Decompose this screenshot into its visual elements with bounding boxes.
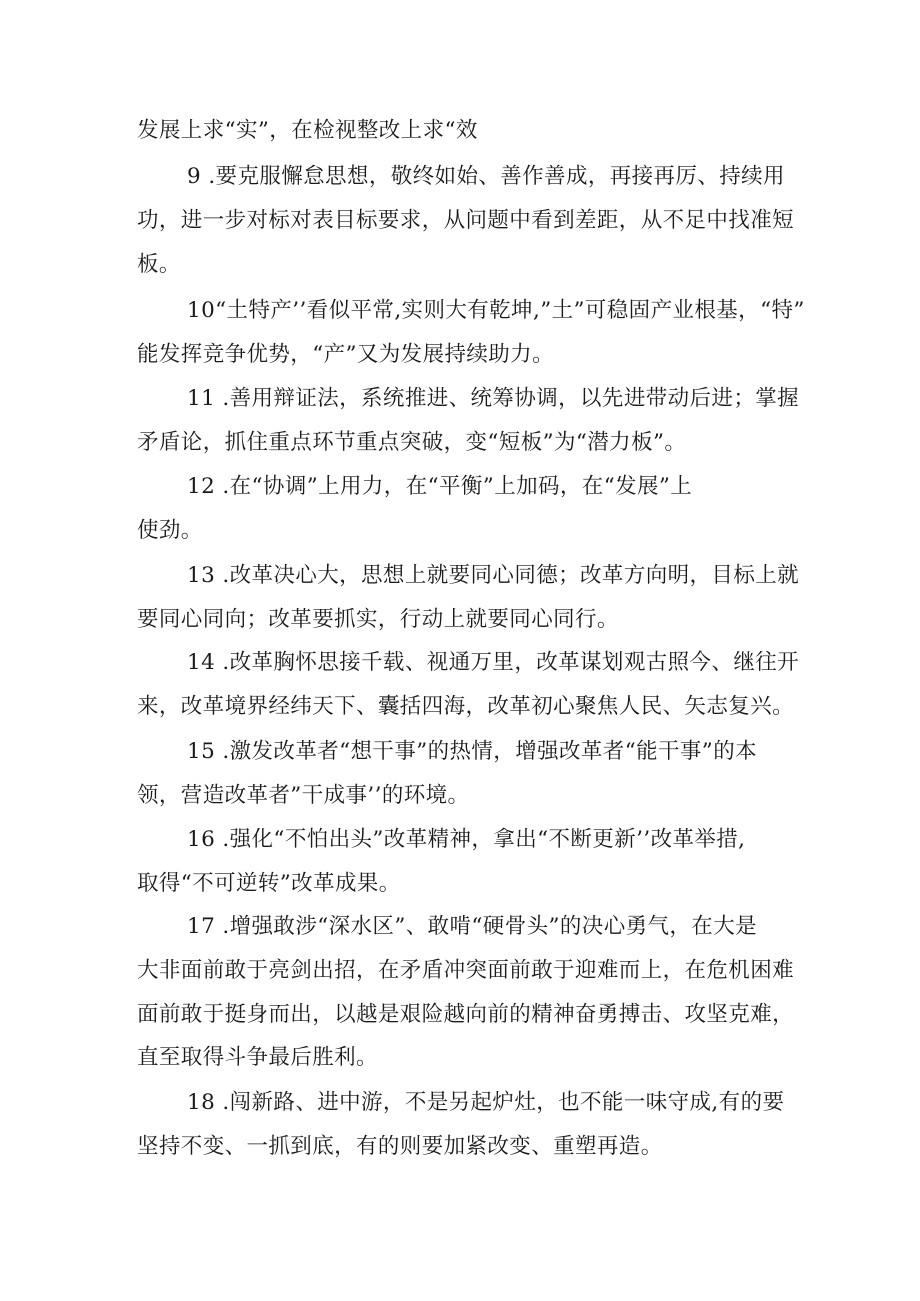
text-line: 功，进一步对标对表目标要求，从问题中看到差距，从不足中找准短	[137, 208, 795, 233]
text-line: 要同心同向；改革要抓实，行动上就要同心同行。	[137, 607, 619, 632]
text-line: 面前敢于挺身而出，以越是艰险越向前的精神奋勇搏击、攻坚克难，	[137, 1002, 795, 1027]
text-line: 坚持不变、一抓到底，有的则要加紧改变、重塑再造。	[137, 1134, 663, 1159]
text-line: 14 .改革胸怀思接千载、视通万里，改革谋划观古照今、继往开	[187, 650, 800, 675]
text-line: 18 .闯新路、进中游，不是另起炉灶，也不能一味守成,有的要	[187, 1090, 785, 1115]
text-line: 发展上求“实”，在检视整改上求“效	[137, 118, 478, 143]
text-line: 10“土特产’’看似平常,实则大有乾坤,”土”可稳固产业根基，“特”	[187, 298, 805, 323]
text-line: 领，营造改革者”干成事’’的环境。	[137, 783, 470, 808]
text-line: 13 .改革决心大，思想上就要同心同德；改革方向明，目标上就	[187, 563, 800, 588]
text-line: 直至取得斗争最后胜利。	[137, 1045, 378, 1070]
text-line: 大非面前敢于亮剑出招，在矛盾冲突面前敢于迎难而上，在危机困难	[137, 958, 795, 983]
text-line: 9 .要克服懈怠思想，敬终如始、善作善成，再接再厉、持续用	[187, 164, 785, 189]
text-line: 来，改革境界经纬天下、囊括四海，改革初心聚焦人民、矢志复兴。	[137, 694, 795, 719]
text-line: 16 .强化“不怕出头”改革精神，拿出“不断更新’’改革举措,	[187, 827, 746, 852]
text-line: 使劲。	[137, 518, 203, 543]
text-line: 板。	[137, 252, 181, 277]
text-line: 11 .善用辩证法，系统推进、统筹协调，以先进带动后进；掌握	[187, 386, 800, 411]
text-line: 15 .激发改革者“想干事”的热情，增强改革者“能干事”的本	[187, 739, 757, 764]
text-line: 能发挥竞争优势，“产”又为发展持续助力。	[137, 342, 554, 367]
text-line: 12 .在“协调”上用力，在“平衡”上加码，在“发展”上	[187, 474, 693, 499]
text-line: 17 .增强敢涉“深水区”、敢啃“硬骨头”的决心勇气，在大是	[187, 914, 757, 939]
text-line: 矛盾论，抓住重点环节重点突破，变“短板”为“潜力板”。	[137, 430, 687, 455]
text-line: 取得“不可逆转”改革成果。	[137, 871, 401, 896]
